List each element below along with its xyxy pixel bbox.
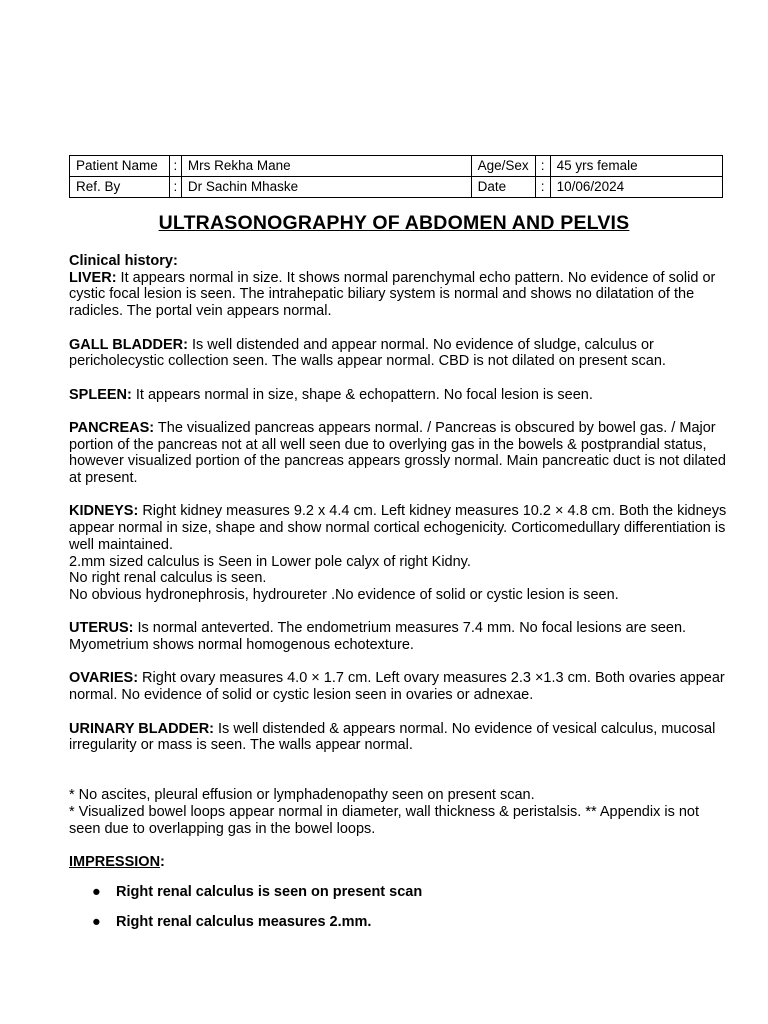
colon: : bbox=[535, 156, 550, 177]
impression-item-text: Right renal calculus is seen on present scan bbox=[116, 883, 423, 900]
ovaries-label: OVARIES: bbox=[69, 670, 139, 687]
uterus-text: Is normal anteverted. The endometrium measures 7.4 mm. No focal lesions are seen. Myometrium shows normal homogenous echotexture. bbox=[69, 620, 687, 654]
note-bowel-loops: * Visualized bowel loops appear normal in diameter, wall thickness & peristalsis. ** Appendix is not seen due to overlapping gas in the bowel loops. bbox=[69, 804, 700, 837]
impression-label: IMPRESSION bbox=[69, 854, 161, 871]
spleen-text: It appears normal in size, shape & echopattern. No focal lesion is seen. bbox=[131, 386, 593, 403]
kidneys-calculus-line: 2.mm sized calculus is Seen in Lower pole calyx of right Kidny. bbox=[69, 553, 471, 570]
kidneys-label: KIDNEYS: bbox=[69, 503, 139, 520]
urinary-bladder-text: Is well distended & appears normal. No evidence of vesical calculus, mucosal irregularity or mass is seen. The walls appear normal. bbox=[69, 720, 716, 754]
uterus-label: UTERUS: bbox=[69, 620, 134, 637]
liver-label: LIVER: bbox=[69, 269, 117, 286]
colon: : bbox=[535, 177, 550, 198]
impression-colon: : bbox=[160, 854, 165, 871]
kidneys-hydronephrosis-line: No obvious hydronephrosis, hydroureter .No evidence of solid or cystic lesion is seen. bbox=[69, 587, 619, 603]
ovaries-text: Right ovary measures 4.0 × 1.7 cm. Left ovary measures 2.3 ×1.3 cm. Both ovaries appear normal. No evidence of solid or cystic lesion seen in ovaries or adnexae. bbox=[69, 670, 725, 704]
report-title: ULTRASONOGRAPHY OF ABDOMEN AND PELVIS bbox=[158, 212, 630, 234]
clinical-history-label: Clinical history: bbox=[69, 253, 178, 269]
spleen-label: SPLEEN: bbox=[69, 386, 132, 403]
spleen-section bbox=[69, 387, 729, 404]
kidneys-no-calculus-line: No right renal calculus is seen. bbox=[69, 570, 267, 587]
bullet-icon: ● bbox=[92, 913, 101, 930]
pancreas-text: The visualized pancreas appears normal. / Pancreas is obscured by bowel gas. / Major portion of the pancreas not at all well seen due to overlying gas in the bowels & postprandial status, however visualized portion of the pancreas appears grossly normal. Main pancreatic duct is not dilated at present. bbox=[69, 419, 726, 487]
impression-section bbox=[69, 854, 729, 871]
ovaries-section bbox=[69, 670, 729, 703]
kidneys-text: Right kidney measures 9.2 x 4.4 cm. Left kidney measures 10.2 × 4.8 cm. Both the kidneys appear normal in size, shape and show normal cortical echogenicity. Corticomedullary differentiation is well maintained. bbox=[69, 503, 727, 553]
colon: : bbox=[169, 156, 181, 177]
patient-info-table bbox=[69, 155, 723, 198]
pancreas-label: PANCREAS: bbox=[69, 419, 155, 436]
date-label: Date bbox=[471, 177, 535, 198]
liver-section bbox=[69, 253, 729, 320]
notes-section bbox=[69, 787, 729, 837]
impression-item bbox=[69, 914, 729, 931]
gall-bladder-label: GALL BLADDER: bbox=[69, 336, 188, 353]
patient-name-label: Patient Name bbox=[70, 156, 170, 177]
patient-name-value: Mrs Rekha Mane bbox=[181, 156, 471, 177]
impression-list bbox=[69, 884, 729, 930]
spacer bbox=[69, 771, 729, 788]
bullet-icon: ● bbox=[92, 883, 101, 900]
age-sex-value: 45 yrs female bbox=[550, 156, 722, 177]
report-body bbox=[69, 253, 729, 930]
uterus-section bbox=[69, 620, 729, 653]
patient-row-2 bbox=[70, 177, 723, 198]
pancreas-section bbox=[69, 420, 729, 487]
impression-item-text: Right renal calculus measures 2.mm. bbox=[116, 913, 372, 930]
impression-item bbox=[69, 884, 729, 901]
date-value: 10/06/2024 bbox=[550, 177, 722, 198]
ref-by-label: Ref. By bbox=[70, 177, 170, 198]
urinary-bladder-label: URINARY BLADDER: bbox=[69, 720, 214, 737]
age-sex-label: Age/Sex bbox=[471, 156, 535, 177]
ref-by-value: Dr Sachin Mhaske bbox=[181, 177, 471, 198]
liver-text: It appears normal in size. It shows normal parenchymal echo pattern. No evidence of solid or cystic focal lesion is seen. The intrahepatic biliary system is normal and shows no dilatation of the radicles. The portal vein appears normal. bbox=[69, 269, 716, 320]
kidneys-section bbox=[69, 503, 729, 603]
note-ascites: * No ascites, pleural effusion or lymphadenopathy seen on present scan. bbox=[69, 787, 535, 804]
gall-bladder-section bbox=[69, 337, 729, 370]
patient-row-1 bbox=[70, 156, 723, 177]
colon: : bbox=[169, 177, 181, 198]
gall-bladder-text: Is well distended and appear normal. No evidence of sludge, calculus or pericholecystic collection seen. The walls appear normal. CBD is not dilated on present scan. bbox=[69, 336, 666, 370]
urinary-bladder-section bbox=[69, 721, 729, 754]
